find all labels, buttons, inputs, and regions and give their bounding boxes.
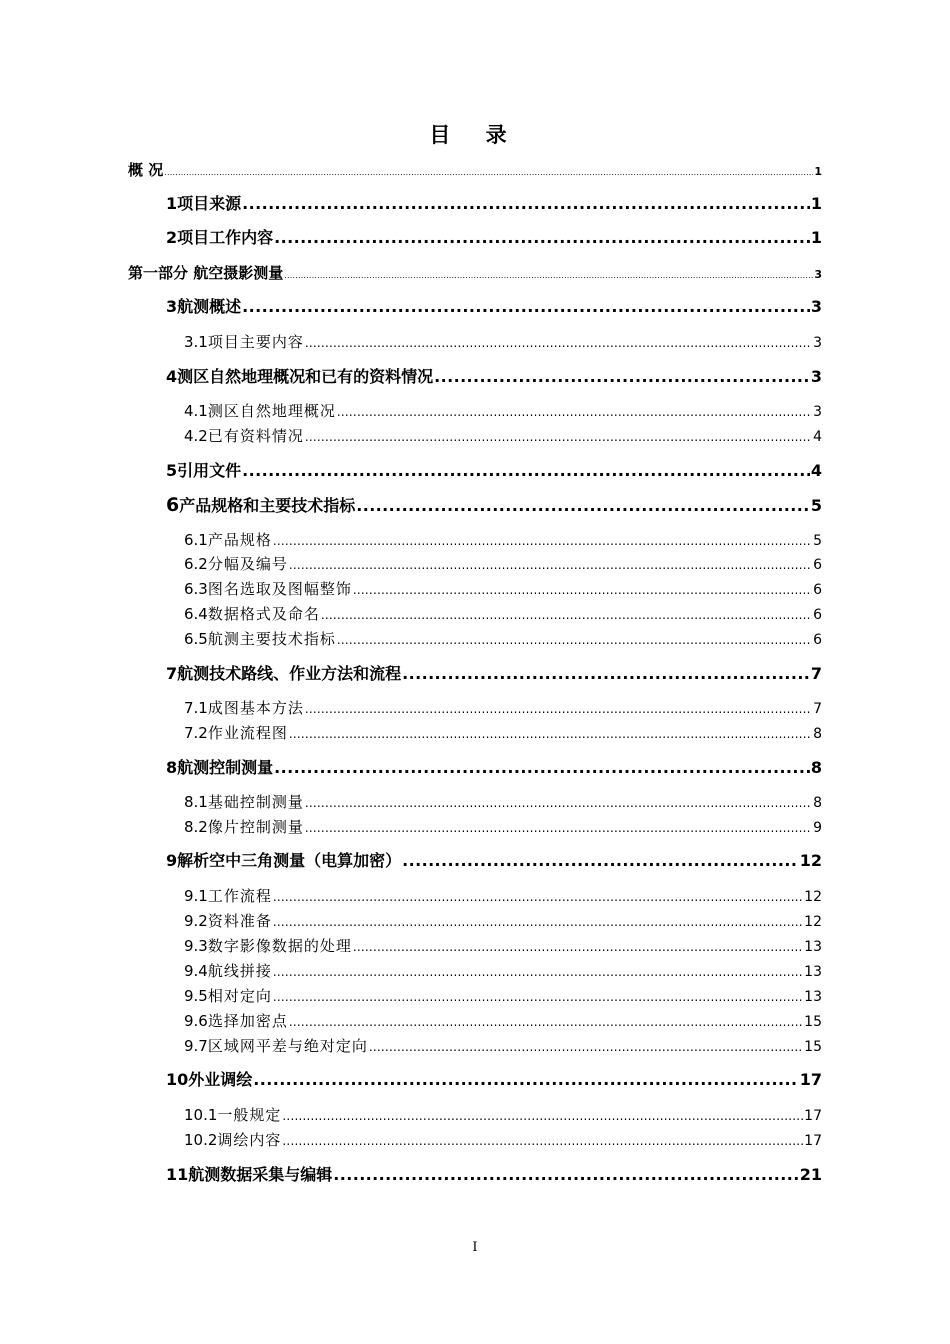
toc-entry-title: 工作流程 xyxy=(207,887,272,905)
toc-entry-page: 1 xyxy=(810,228,822,247)
toc-entry-title: 作业流程图 xyxy=(207,724,288,742)
toc-entry-title: 一般规定 xyxy=(217,1106,282,1124)
toc-leader-dots xyxy=(289,1011,803,1033)
toc-leader-dots xyxy=(164,162,813,184)
toc-entry[interactable] xyxy=(184,935,822,958)
toc-entry[interactable] xyxy=(166,296,822,318)
toc-entry-number: 2 xyxy=(166,228,178,247)
toc-entry-number: 7.1 xyxy=(184,699,208,717)
toc-entry[interactable] xyxy=(184,578,822,601)
toc-entry-title: 资料准备 xyxy=(207,912,272,930)
toc-entry-number: 6.2 xyxy=(184,555,208,573)
toc-entry[interactable] xyxy=(184,553,822,576)
toc-entry-title: 测区自然地理概况 xyxy=(207,402,336,420)
toc-entry-number: 9.6 xyxy=(184,1012,208,1030)
toc-leader-dots xyxy=(242,460,810,482)
toc-entry[interactable] xyxy=(166,757,822,779)
toc-leader-dots xyxy=(369,1036,803,1058)
toc-entry-number: 7.2 xyxy=(184,724,208,742)
toc-entry-title: 图名选取及图幅整饰 xyxy=(207,580,352,598)
toc-entry[interactable] xyxy=(184,722,822,745)
toc-leader-dots xyxy=(402,850,799,872)
toc-entry[interactable] xyxy=(184,603,822,626)
toc-entry-number: 4.1 xyxy=(184,402,208,420)
toc-entry-page: 17 xyxy=(804,1133,822,1149)
toc-entry-page: 3 xyxy=(810,297,822,316)
toc-entry-page: 3 xyxy=(814,268,822,281)
toc-entry-page: 15 xyxy=(804,1014,822,1030)
toc-entry-page: 8 xyxy=(813,726,822,742)
toc-entry-number: 9.1 xyxy=(184,887,208,905)
toc-leader-dots xyxy=(284,265,813,287)
toc-entry-number: 6 xyxy=(166,494,180,516)
toc-entry-number: 5 xyxy=(166,461,178,480)
toc-leader-dots xyxy=(305,332,812,354)
toc-leader-dots xyxy=(242,296,810,318)
toc-entry-title: 航测数据采集与编辑 xyxy=(188,1165,333,1184)
toc-entry-title: 第一部分 航空摄影测量 xyxy=(128,264,284,282)
toc-leader-dots xyxy=(402,663,810,685)
toc-entry-number: 9.3 xyxy=(184,937,208,955)
toc-entry-page: 12 xyxy=(804,889,822,905)
toc-entry-title: 成图基本方法 xyxy=(207,699,304,717)
toc-entry[interactable] xyxy=(166,850,822,872)
toc-entry-page: 13 xyxy=(804,989,822,1005)
toc-entry-title: 分幅及编号 xyxy=(207,555,288,573)
toc-entry-page: 12 xyxy=(804,914,822,930)
toc-entry-number: 7 xyxy=(166,664,178,683)
toc-entry-number: 6.4 xyxy=(184,605,208,623)
page-number: I xyxy=(472,1240,478,1255)
toc-leader-dots xyxy=(273,886,803,908)
toc-entry-number: 6.1 xyxy=(184,531,208,549)
toc-leader-dots xyxy=(337,629,812,651)
toc-entry-title: 像片控制测量 xyxy=(207,818,304,836)
toc-entry-number: 4.2 xyxy=(184,427,208,445)
toc-entry-title: 航测技术路线、作业方法和流程 xyxy=(177,664,402,683)
toc-leader-dots xyxy=(333,1164,798,1186)
toc-entry[interactable] xyxy=(184,331,822,354)
toc-entry-page: 17 xyxy=(799,1070,822,1089)
toc-entry-title: 引用文件 xyxy=(177,461,242,480)
toc-leader-dots xyxy=(282,1105,803,1127)
toc-entry-title: 产品规格和主要技术指标 xyxy=(179,496,356,515)
toc-leader-dots xyxy=(253,1069,798,1091)
toc-entry-number: 3.1 xyxy=(184,333,208,351)
toc-entry-page: 15 xyxy=(804,1039,822,1055)
toc-entry[interactable] xyxy=(184,985,822,1008)
toc-entry-page: 3 xyxy=(813,335,822,351)
toc-entry-number: 6.5 xyxy=(184,630,208,648)
toc-entry-title: 相对定向 xyxy=(207,987,272,1005)
toc-leader-dots xyxy=(274,227,810,249)
toc-entry-page: 4 xyxy=(810,461,822,480)
toc-entry-page: 21 xyxy=(799,1165,822,1184)
toc-leader-dots xyxy=(273,911,803,933)
toc-leader-dots xyxy=(273,530,812,552)
toc-leader-dots xyxy=(282,1130,803,1152)
toc-entry[interactable] xyxy=(166,663,822,685)
toc-entry-title: 解析空中三角测量（电算加密） xyxy=(177,851,402,870)
toc-entry[interactable] xyxy=(166,366,822,388)
toc-leader-dots xyxy=(337,401,812,423)
toc-entry[interactable] xyxy=(184,791,822,814)
toc-entry[interactable] xyxy=(184,400,822,423)
toc-entry-page: 12 xyxy=(799,851,822,870)
toc-leader-dots xyxy=(274,757,810,779)
toc-entry-number: 8.2 xyxy=(184,818,208,836)
toc-leader-dots xyxy=(353,936,803,958)
toc-entry-page: 7 xyxy=(813,701,822,717)
toc-entry-number: 9.7 xyxy=(184,1037,208,1055)
toc-leader-dots xyxy=(356,495,810,517)
toc-entry[interactable] xyxy=(184,1104,822,1127)
toc-entry[interactable] xyxy=(166,193,822,215)
toc-entry-page: 9 xyxy=(813,820,822,836)
toc-entry[interactable] xyxy=(184,885,822,908)
toc-entry-number: 1 xyxy=(166,194,178,213)
toc-entry-number: 9.5 xyxy=(184,987,208,1005)
toc-entry-title: 数字影像数据的处理 xyxy=(207,937,352,955)
toc-entry[interactable] xyxy=(166,460,822,482)
toc-entry-page: 17 xyxy=(804,1108,822,1124)
toc-entry-title: 航测概述 xyxy=(177,297,242,316)
toc-entry-page: 6 xyxy=(813,557,822,573)
toc-entry-number: 9 xyxy=(166,851,178,870)
toc-entry-title: 已有资料情况 xyxy=(207,427,304,445)
toc-entry[interactable] xyxy=(184,697,822,720)
toc-entry[interactable] xyxy=(184,910,822,933)
toc-entry-title: 产品规格 xyxy=(207,531,272,549)
toc-leader-dots xyxy=(273,986,803,1008)
toc-entry-number: 9.2 xyxy=(184,912,208,930)
toc-entry-title: 数据格式及命名 xyxy=(207,605,320,623)
toc-leader-dots xyxy=(305,698,812,720)
toc-entry-number: 10 xyxy=(166,1070,189,1089)
toc-entry-page: 6 xyxy=(813,607,822,623)
toc-entry-title: 项目主要内容 xyxy=(207,333,304,351)
toc-entry[interactable] xyxy=(166,1164,822,1186)
toc-entry-number: 8.1 xyxy=(184,793,208,811)
toc-entry-title: 区域网平差与绝对定向 xyxy=(207,1037,368,1055)
toc-entry-title: 测区自然地理概况和已有的资料情况 xyxy=(177,367,434,386)
toc-entry[interactable] xyxy=(184,960,822,983)
toc-entry-page: 1 xyxy=(814,165,822,178)
toc-leader-dots xyxy=(273,961,803,983)
toc-entry[interactable] xyxy=(184,425,822,448)
toc-entry[interactable] xyxy=(184,1035,822,1058)
toc-entry-page: 5 xyxy=(813,533,822,549)
toc-entry-page: 8 xyxy=(813,795,822,811)
toc-entry-title: 调绘内容 xyxy=(217,1131,282,1149)
toc-entry-page: 13 xyxy=(804,964,822,980)
toc-entry-title: 项目工作内容 xyxy=(177,228,274,247)
toc-leader-dots xyxy=(305,426,812,448)
toc-entry[interactable] xyxy=(184,1010,822,1033)
toc-entry-title: 基础控制测量 xyxy=(207,793,304,811)
toc-entry[interactable] xyxy=(166,227,822,249)
toc-entry-page: 1 xyxy=(810,194,822,213)
toc-entry-title: 外业调绘 xyxy=(188,1070,253,1089)
toc-entry[interactable] xyxy=(166,1069,822,1091)
toc-entry[interactable] xyxy=(128,262,822,287)
toc-entry-page: 4 xyxy=(813,429,822,445)
toc-leader-dots xyxy=(305,817,812,839)
toc-entry-number: 9.4 xyxy=(184,962,208,980)
toc-entry-page: 8 xyxy=(810,758,822,777)
toc-leader-dots xyxy=(305,792,812,814)
toc-entry-page: 3 xyxy=(813,404,822,420)
toc-entry-title: 选择加密点 xyxy=(207,1012,288,1030)
toc-leader-dots xyxy=(242,193,810,215)
toc-entry[interactable] xyxy=(184,816,822,839)
toc-entry-title: 项目来源 xyxy=(177,194,242,213)
toc-entry-title: 概 况 xyxy=(128,161,164,179)
toc-entry-page: 3 xyxy=(810,367,822,386)
toc-entry-page: 6 xyxy=(813,632,822,648)
toc-entry-number: 3 xyxy=(166,297,178,316)
toc-leader-dots xyxy=(289,554,812,576)
toc-entry-number: 11 xyxy=(166,1165,189,1184)
toc-leader-dots xyxy=(289,723,812,745)
toc-entry[interactable] xyxy=(184,628,822,651)
toc-entry-title: 航测控制测量 xyxy=(177,758,274,777)
toc-leader-dots xyxy=(353,579,812,601)
toc-entry-title: 航测主要技术指标 xyxy=(207,630,336,648)
page-title: 目 录 xyxy=(429,123,521,147)
toc-leader-dots xyxy=(321,604,812,626)
toc-entry-page: 13 xyxy=(804,939,822,955)
toc-entry[interactable] xyxy=(166,494,822,517)
toc-entry-page: 7 xyxy=(810,664,822,683)
toc-entry-number: 4 xyxy=(166,367,178,386)
toc-entry-number: 10.2 xyxy=(184,1131,218,1149)
toc-leader-dots xyxy=(434,366,810,388)
toc-entry[interactable] xyxy=(184,1129,822,1152)
toc-entry[interactable] xyxy=(184,529,822,552)
toc-entry[interactable] xyxy=(128,159,822,184)
toc-entry-number: 6.3 xyxy=(184,580,208,598)
toc-entry-number: 10.1 xyxy=(184,1106,218,1124)
toc-entry-number: 8 xyxy=(166,758,178,777)
toc-entry-page: 5 xyxy=(810,496,822,515)
toc-entry-page: 6 xyxy=(813,582,822,598)
toc-entry-title: 航线拼接 xyxy=(207,962,272,980)
